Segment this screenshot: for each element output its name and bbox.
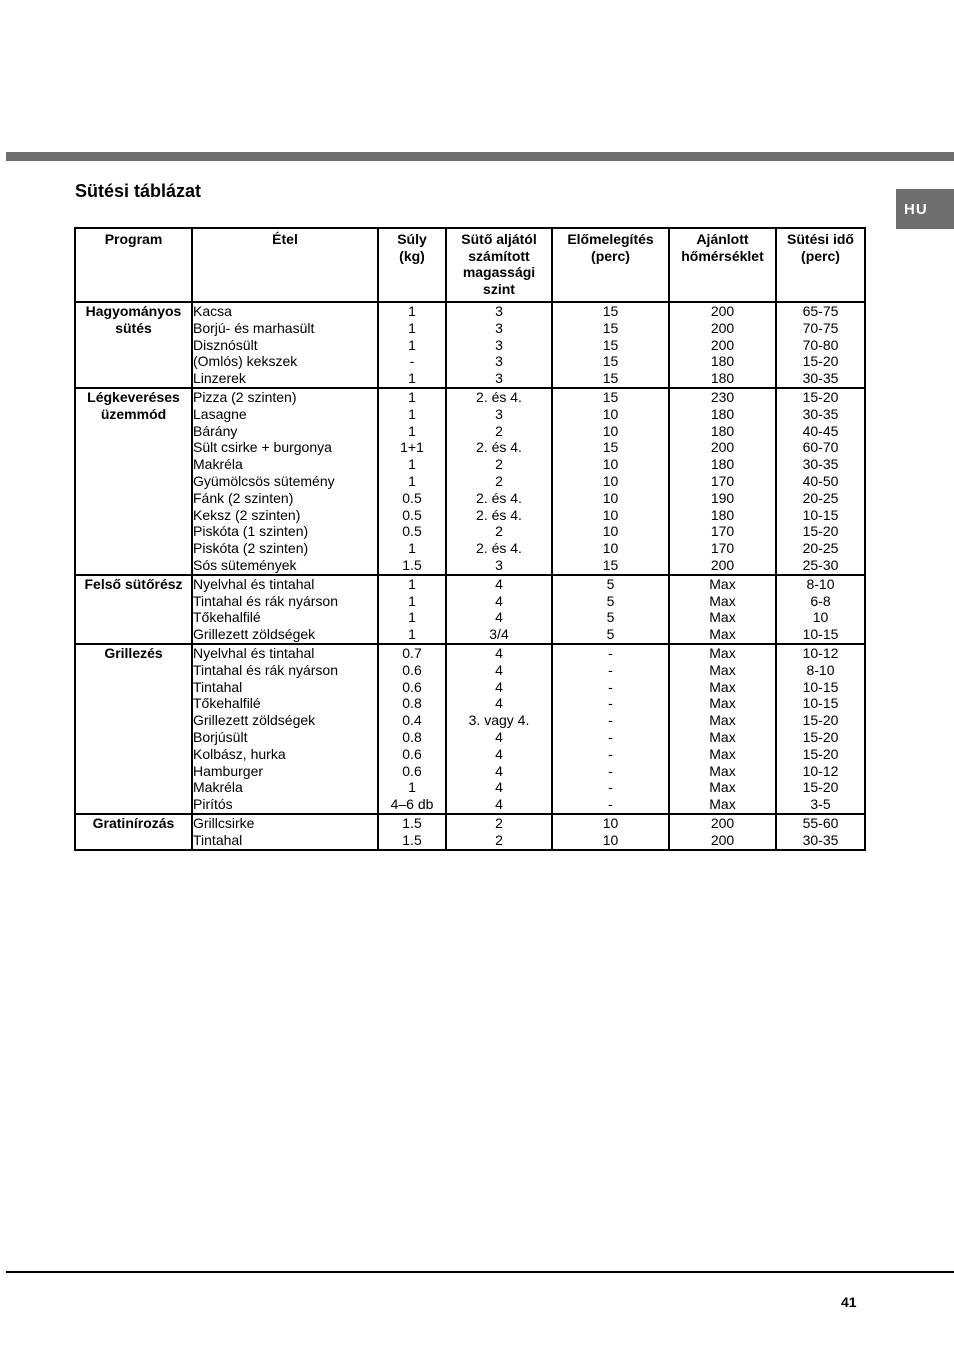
temperature-value: 170 <box>710 523 735 540</box>
food-item: Pirítós <box>193 796 233 813</box>
food-item: Borjúsült <box>193 728 248 745</box>
level-cell <box>446 388 552 575</box>
level-value: 4 <box>495 592 503 609</box>
temperature-value: Max <box>709 626 736 643</box>
time-value: 10-12 <box>802 762 839 779</box>
temperature-value: 190 <box>710 489 735 506</box>
preheat-value: 5 <box>606 626 615 643</box>
level-value: 4 <box>495 796 503 813</box>
temperature-value: 200 <box>710 303 735 319</box>
temperature-value: 180 <box>710 506 735 523</box>
program-cell: Gratinírozás <box>75 814 192 850</box>
food-item: Gyümölcsös sütemény <box>193 472 335 489</box>
food-item: Linzerek <box>193 370 246 387</box>
level-value: 4 <box>495 644 503 661</box>
time-value: 8-10 <box>806 575 835 592</box>
weight-value: 1 <box>408 370 416 387</box>
temperature-value: 170 <box>710 540 735 557</box>
time-value: 15-20 <box>802 745 839 762</box>
level-value: 3 <box>495 556 503 573</box>
level-value: 4 <box>495 728 503 745</box>
weight-value: 1+1 <box>400 439 424 456</box>
time-cell <box>776 388 865 575</box>
weight-cell <box>378 644 446 814</box>
weight-value: 1 <box>408 405 416 422</box>
level-value: 2. és 4. <box>476 540 522 557</box>
preheat-value: 15 <box>602 336 619 353</box>
time-value: 8-10 <box>806 661 835 678</box>
preheat-value: 10 <box>602 831 619 848</box>
preheat-value: 15 <box>602 370 619 387</box>
food-cell <box>192 302 378 388</box>
level-value: 3 <box>495 319 503 336</box>
time-value: 40-50 <box>802 472 839 489</box>
level-value: 2 <box>495 814 503 831</box>
preheat-value: 15 <box>602 388 619 405</box>
time-value: 10-15 <box>802 695 839 712</box>
food-item: Pizza (2 szinten) <box>193 388 297 405</box>
time-value: 15-20 <box>802 779 839 796</box>
level-value: 3/4 <box>489 626 509 643</box>
preheat-value: 5 <box>606 592 615 609</box>
time-value: 15-20 <box>802 388 839 405</box>
preheat-cell <box>552 814 669 850</box>
temperature-value: Max <box>709 678 736 695</box>
time-cell <box>776 814 865 850</box>
time-value: 10-12 <box>802 644 839 661</box>
weight-value: 0.4 <box>402 712 422 729</box>
preheat-value: 10 <box>602 472 619 489</box>
time-value: 15-20 <box>802 523 839 540</box>
level-cell <box>446 814 552 850</box>
weight-value: 1.5 <box>402 831 422 848</box>
food-item: Fánk (2 szinten) <box>193 489 294 506</box>
preheat-value: - <box>608 762 613 779</box>
level-value: 2. és 4. <box>476 388 522 405</box>
temperature-value: Max <box>709 779 736 796</box>
level-value: 4 <box>495 762 503 779</box>
time-value: 30-35 <box>802 370 839 387</box>
level-value: 4 <box>495 661 503 678</box>
preheat-value: 15 <box>602 319 619 336</box>
food-item: Nyelvhal és tintahal <box>193 644 315 661</box>
weight-value: 1 <box>408 540 416 557</box>
time-value: 20-25 <box>802 489 839 506</box>
level-value: 4 <box>495 678 503 695</box>
time-value: 20-25 <box>802 540 839 557</box>
food-cell <box>192 388 378 575</box>
food-item: Sós sütemények <box>193 556 297 573</box>
weight-value: 1 <box>408 592 416 609</box>
level-value: 2 <box>495 456 503 473</box>
level-cell <box>446 575 552 644</box>
preheat-value: 15 <box>602 303 619 319</box>
table-group-row <box>75 302 865 388</box>
preheat-value: 10 <box>602 814 619 831</box>
temperature-value: 230 <box>710 388 735 405</box>
table-group-row <box>75 575 865 644</box>
preheat-value: - <box>608 745 613 762</box>
weight-cell <box>378 575 446 644</box>
preheat-value: 10 <box>602 456 619 473</box>
weight-value: 1 <box>408 575 416 592</box>
level-value: 3 <box>495 370 503 387</box>
level-value: 4 <box>495 779 503 796</box>
temperature-value: 170 <box>710 472 735 489</box>
level-value: 4 <box>495 745 503 762</box>
food-item: Grillezett zöldségek <box>193 626 316 643</box>
food-item: (Omlós) kekszek <box>193 353 298 370</box>
time-value: 70-80 <box>802 336 839 353</box>
preheat-cell <box>552 644 669 814</box>
food-item: Makréla <box>193 779 243 796</box>
weight-value: 1.5 <box>402 814 422 831</box>
time-value: 6-8 <box>810 592 831 609</box>
weight-value: 4–6 db <box>390 796 434 813</box>
time-value: 15-20 <box>802 712 839 729</box>
time-cell <box>776 644 865 814</box>
food-item: Borjú- és marhasült <box>193 319 315 336</box>
level-value: 2 <box>495 422 503 439</box>
level-value: 2 <box>495 831 503 848</box>
preheat-cell <box>552 388 669 575</box>
food-cell <box>192 644 378 814</box>
page-title: Sütési táblázat <box>75 181 202 201</box>
time-value: 10-15 <box>802 506 839 523</box>
temperature-value: Max <box>709 592 736 609</box>
preheat-value: 15 <box>602 556 619 573</box>
weight-value: 0.8 <box>402 695 422 712</box>
preheat-cell <box>552 575 669 644</box>
temperature-value: 200 <box>710 814 735 831</box>
preheat-value: 10 <box>602 506 619 523</box>
food-item: Grillezett zöldségek <box>193 712 316 729</box>
food-item: Tintahal <box>193 831 243 848</box>
level-value: 3 <box>495 405 503 422</box>
preheat-value: - <box>608 728 613 745</box>
temperature-value: Max <box>709 796 736 813</box>
temperature-cell <box>669 814 776 850</box>
time-value: 3-5 <box>810 796 831 813</box>
weight-value: 0.6 <box>402 762 422 779</box>
time-value: 65-75 <box>802 303 839 319</box>
food-item: Piskóta (1 szinten) <box>193 523 309 540</box>
weight-value: 1 <box>408 319 416 336</box>
preheat-value: 5 <box>606 609 615 626</box>
food-item: Kacsa <box>193 303 232 319</box>
temperature-value: 180 <box>710 422 735 439</box>
weight-value: - <box>409 353 415 370</box>
table-group-row <box>75 814 865 850</box>
time-value: 70-75 <box>802 319 839 336</box>
weight-value: 1 <box>408 422 416 439</box>
preheat-value: - <box>608 644 613 661</box>
level-value: 2 <box>495 523 503 540</box>
weight-value: 1 <box>408 779 416 796</box>
temperature-value: 180 <box>710 370 735 387</box>
temperature-value: Max <box>709 728 736 745</box>
temperature-value: Max <box>709 609 736 626</box>
weight-value: 1 <box>408 303 416 319</box>
level-cell <box>446 302 552 388</box>
food-item: Nyelvhal és tintahal <box>193 575 315 592</box>
language-tab: HU <box>896 189 954 229</box>
header-food: Étel <box>192 228 378 302</box>
level-value: 3 <box>495 336 503 353</box>
preheat-value: 10 <box>602 422 619 439</box>
preheat-value: 15 <box>602 353 619 370</box>
food-item: Kolbász, hurka <box>193 745 286 762</box>
weight-value: 1 <box>408 388 416 405</box>
temperature-cell <box>669 388 776 575</box>
temperature-value: Max <box>709 644 736 661</box>
weight-value: 1.5 <box>402 556 422 573</box>
table-group-row <box>75 388 865 575</box>
preheat-value: 10 <box>602 405 619 422</box>
time-value: 55-60 <box>802 814 839 831</box>
food-item: Hamburger <box>193 762 264 779</box>
food-item: Piskóta (2 szinten) <box>193 540 309 557</box>
level-value: 2. és 4. <box>476 506 522 523</box>
weight-value: 0.6 <box>402 745 422 762</box>
food-item: Bárány <box>193 422 238 439</box>
weight-value: 0.6 <box>402 661 422 678</box>
level-value: 2. és 4. <box>476 489 522 506</box>
temperature-value: 200 <box>710 319 735 336</box>
weight-value: 0.6 <box>402 678 422 695</box>
time-cell <box>776 575 865 644</box>
time-value: 30-35 <box>802 405 839 422</box>
time-value: 60-70 <box>802 439 839 456</box>
food-item: Keksz (2 szinten) <box>193 506 301 523</box>
temperature-value: Max <box>709 575 736 592</box>
weight-value: 1 <box>408 609 416 626</box>
time-cell <box>776 302 865 388</box>
time-value: 30-35 <box>802 456 839 473</box>
preheat-value: 10 <box>602 523 619 540</box>
weight-cell <box>378 302 446 388</box>
preheat-value: 15 <box>602 439 619 456</box>
weight-value: 1 <box>408 456 416 473</box>
level-value: 2 <box>495 472 503 489</box>
weight-value: 1 <box>408 626 416 643</box>
preheat-value: - <box>608 678 613 695</box>
header-time: Sütési idő (perc) <box>776 228 865 302</box>
level-value: 3 <box>495 303 503 319</box>
preheat-cell <box>552 302 669 388</box>
time-value: 15-20 <box>802 728 839 745</box>
food-cell <box>192 575 378 644</box>
temperature-value: 180 <box>710 353 735 370</box>
program-cell: Légkeveréses üzemmód <box>75 388 192 575</box>
table-header-row <box>75 228 865 302</box>
level-value: 4 <box>495 695 503 712</box>
program-cell: Grillezés <box>75 644 192 814</box>
weight-value: 0.7 <box>402 644 422 661</box>
food-item: Tintahal és rák nyárson <box>193 661 338 678</box>
temperature-value: Max <box>709 695 736 712</box>
weight-cell <box>378 814 446 850</box>
time-value: 15-20 <box>802 353 839 370</box>
footer-rule <box>6 1271 954 1273</box>
temperature-value: 180 <box>710 405 735 422</box>
food-cell <box>192 814 378 850</box>
weight-value: 1 <box>408 336 416 353</box>
weight-value: 0.8 <box>402 728 422 745</box>
temperature-value: 200 <box>710 831 735 848</box>
preheat-value: - <box>608 661 613 678</box>
food-item: Sült csirke + burgonya <box>193 439 332 456</box>
food-item: Disznósült <box>193 336 258 353</box>
preheat-value: - <box>608 779 613 796</box>
program-cell: Felső sütőrész <box>75 575 192 644</box>
temperature-cell <box>669 575 776 644</box>
preheat-value: 10 <box>602 540 619 557</box>
temperature-value: 180 <box>710 456 735 473</box>
header-level: Sütő aljától számított magassági szint <box>446 228 552 302</box>
food-item: Tőkehalfilé <box>193 695 261 712</box>
preheat-value: - <box>608 796 613 813</box>
preheat-value: 10 <box>602 489 619 506</box>
food-item: Tintahal <box>193 678 243 695</box>
food-item: Tintahal és rák nyárson <box>193 592 338 609</box>
preheat-value: - <box>608 695 613 712</box>
weight-value: 1 <box>408 472 416 489</box>
food-item: Grillcsirke <box>193 814 255 831</box>
header-program: Program <box>75 228 192 302</box>
preheat-value: 5 <box>606 575 615 592</box>
preheat-value: - <box>608 712 613 729</box>
level-value: 2. és 4. <box>476 439 522 456</box>
temperature-value: Max <box>709 661 736 678</box>
level-value: 3. vagy 4. <box>468 712 530 729</box>
time-value: 10-15 <box>802 678 839 695</box>
temperature-value: Max <box>709 762 736 779</box>
temperature-cell <box>669 302 776 388</box>
level-cell <box>446 644 552 814</box>
cooking-table <box>74 227 866 851</box>
weight-value: 0.5 <box>402 506 422 523</box>
time-value: 40-45 <box>802 422 839 439</box>
weight-value: 0.5 <box>402 489 422 506</box>
temperature-value: Max <box>709 745 736 762</box>
header-bar <box>6 152 954 161</box>
header-temperature: Ajánlott hőmérséklet <box>669 228 776 302</box>
level-value: 4 <box>495 609 503 626</box>
time-value: 10-15 <box>802 626 839 643</box>
temperature-value: 200 <box>710 336 735 353</box>
food-item: Tőkehalfilé <box>193 609 261 626</box>
weight-value: 0.5 <box>402 523 422 540</box>
page-number: 41 <box>841 1294 857 1310</box>
temperature-value: 200 <box>710 556 735 573</box>
food-item: Makréla <box>193 456 243 473</box>
weight-cell <box>378 388 446 575</box>
temperature-value: Max <box>709 712 736 729</box>
level-value: 4 <box>495 575 503 592</box>
temperature-value: 200 <box>710 439 735 456</box>
table-group-row <box>75 644 865 814</box>
header-preheat: Előmelegítés (perc) <box>552 228 669 302</box>
time-value: 30-35 <box>802 831 839 848</box>
header-weight: Súly (kg) <box>378 228 446 302</box>
temperature-cell <box>669 644 776 814</box>
time-value: 25-30 <box>802 556 839 573</box>
program-cell: Hagyományos sütés <box>75 302 192 388</box>
food-item: Lasagne <box>193 405 247 422</box>
time-value: 10 <box>812 609 829 626</box>
level-value: 3 <box>495 353 503 370</box>
